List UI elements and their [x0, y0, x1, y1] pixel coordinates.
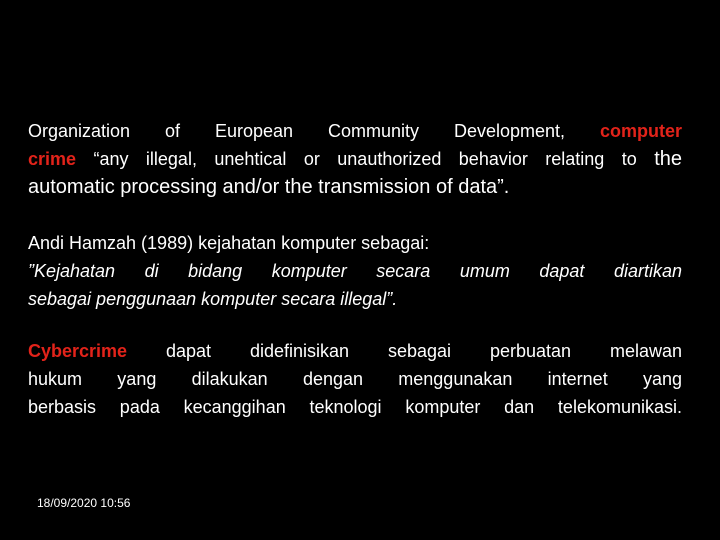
keyword-cybercrime: Cybercrime [28, 341, 128, 361]
paragraph-oecd-definition [28, 117, 682, 201]
p1-line-2-the: the [654, 148, 682, 170]
paragraph-andi-hamzah [28, 229, 682, 313]
p2-line-1: Andi Hamzah (1989) kejahatan komputer sebagai: [28, 233, 430, 253]
slide-timestamp: 18/09/2020 10:56 [37, 496, 131, 510]
p3-line-1-text: dapat didefinisikan sebagai perbuatan melawan [127, 341, 682, 361]
p1-line-1 [28, 117, 682, 145]
p2-line-3: sebagai penggunaan komputer secara illegal”. [28, 289, 398, 309]
p3-line-2: hukum yang dilakukan dengan menggunakan internet yang [28, 369, 682, 389]
p1-line-2-text: “any illegal, unehtical or unauthorized behavior relating to [76, 149, 655, 169]
paragraph-cybercrime-definition [28, 337, 682, 421]
keyword-crime: crime [28, 149, 77, 169]
p3-line-1 [28, 337, 682, 365]
keyword-computer: computer [599, 121, 682, 141]
p1-line-3: automatic processing and/or the transmission of data”. [28, 176, 510, 198]
p1-line-2 [28, 145, 682, 173]
p1-line-1-text: Organization of European Community Development, [28, 121, 600, 141]
p2-line-2: ”Kejahatan di bidang komputer secara umum dapat diartikan [28, 261, 682, 281]
p3-line-3: berbasis pada kecanggihan teknologi komputer dan telekomunikasi. [28, 397, 682, 417]
